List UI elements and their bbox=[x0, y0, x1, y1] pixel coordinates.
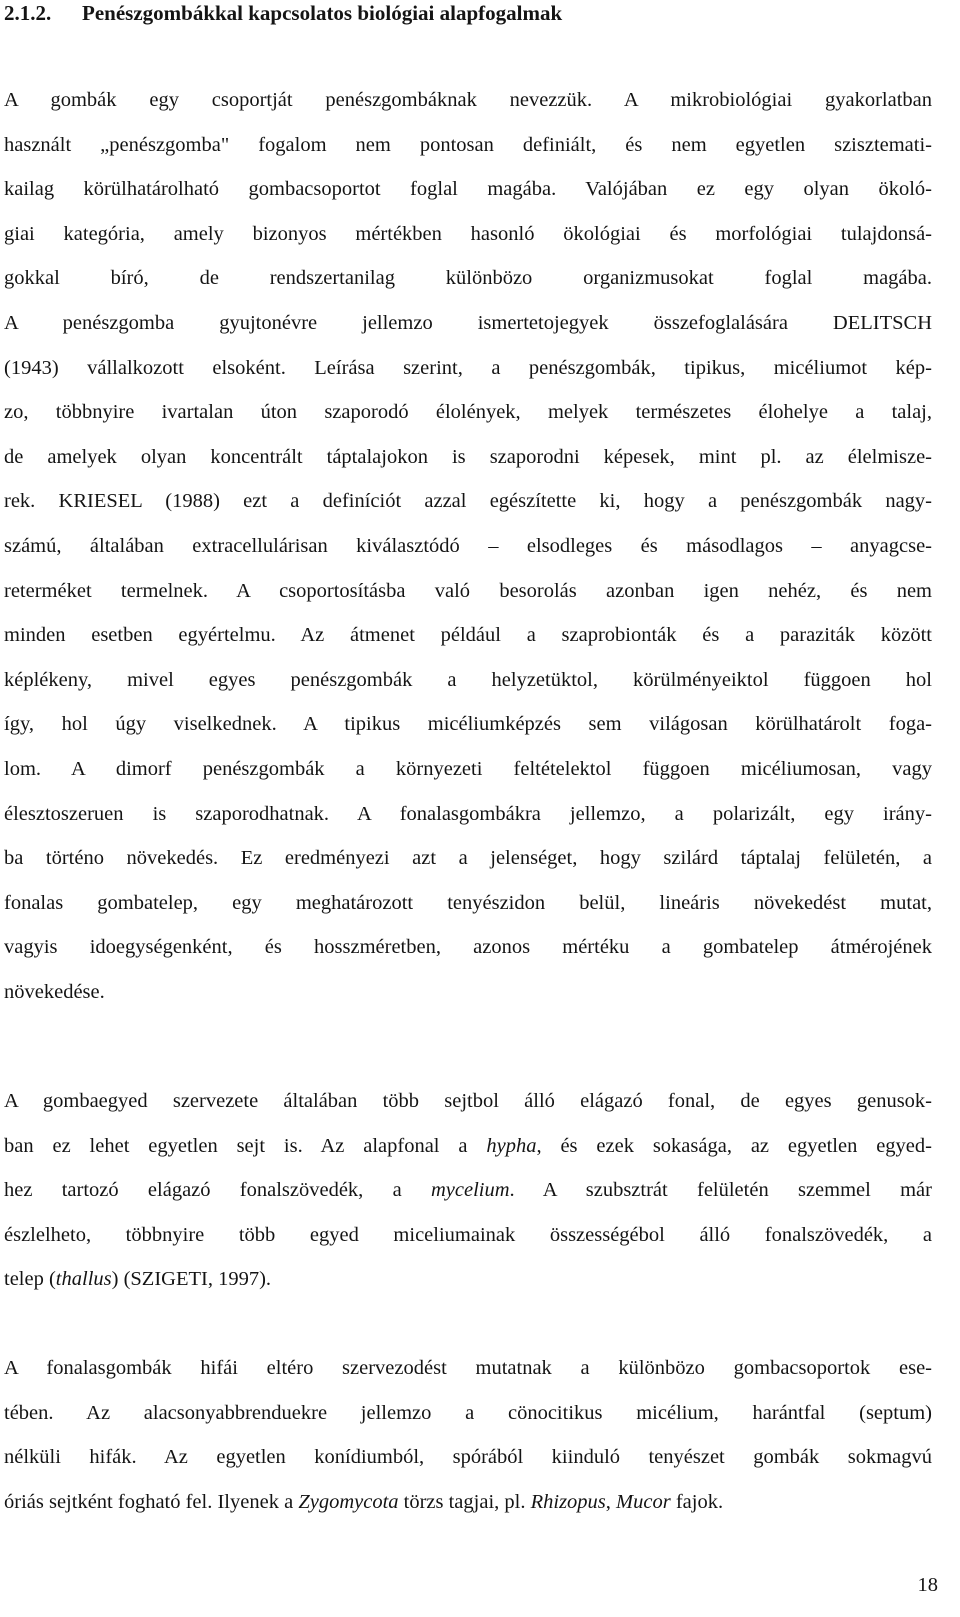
text-line: így, hol úgy viselkednek. A tipikus micéliumképzés sem világosan körülhatárolt foga- bbox=[4, 713, 932, 736]
text-line: nélküli hifák. Az egyetlen konídiumból, spórából kiinduló tenyészet gombák sokmagvú bbox=[4, 1446, 932, 1469]
italic-term: hypha bbox=[486, 1134, 537, 1157]
text-line: minden esetben egyértelmu. Az átmenet például a szaprobionták és a paraziták között bbox=[4, 624, 932, 647]
text-line: vagyis idoegységenként, és hosszméretben, azonos mértéku a gombatelep átmérojének bbox=[4, 936, 932, 959]
text-line: használt „penészgomba" fogalom nem pontosan definiált, és nem egyetlen szisztemati- bbox=[4, 133, 932, 156]
section-number: 2.1.2. bbox=[4, 1, 52, 25]
text-line: gokkal bíró, de rendszertanilag különbözo organizmusokat foglal magába. bbox=[4, 267, 932, 290]
text-line: reterméket termelnek. A csoportosításba való besorolás azonban igen nehéz, és nem bbox=[4, 579, 932, 602]
italic-term: mycelium bbox=[430, 1179, 510, 1202]
text-line: óriás sejtként fogható fel. Ilyenek a Zygomycota törzs tagjai, pl. Rhizopus, Mucor fajok. bbox=[4, 1490, 724, 1513]
text-line: ban ez lehet egyetlen sejt is. Az alapfonal a hypha, és ezek sokasága, az egyetlen egyed- bbox=[4, 1134, 932, 1157]
text-line: növekedése. bbox=[4, 981, 105, 1003]
text-line: rek. KRIESEL (1988) ezt a definíciót azzal egészítette ki, hogy a penészgombák nagy- bbox=[4, 490, 932, 513]
page-number: 18 bbox=[917, 1574, 938, 1596]
text-line: A penészgomba gyujtonévre jellemzo ismertetojegyek összefoglalására DELITSCH bbox=[4, 312, 932, 334]
italic-term: Rhizopus bbox=[530, 1490, 606, 1513]
text-line: zo, többnyire ivartalan úton szaporodó élolények, melyek természetes élohelye a talaj, bbox=[4, 401, 932, 424]
text-line: giai kategória, amely bizonyos mértékben hasonló ökológiai és morfológiai tulajdonsá- bbox=[4, 222, 932, 245]
text-line: A gombaegyed szervezete általában több sejtbol álló elágazó fonal, de egyes genusok- bbox=[4, 1090, 932, 1112]
text-line: ba történo növekedés. Ez eredményezi azt a jelenséget, hogy szilárd táptalaj felületén, a bbox=[4, 847, 932, 870]
text-line: lom. A dimorf penészgombák a környezeti feltételektol függoen micéliumosan, vagy bbox=[4, 758, 932, 780]
text-line: A fonalasgombák hifái eltéro szervezodést mutatnak a különbözo gombacsoportok ese- bbox=[4, 1357, 932, 1379]
text-line: (1943) vállalkozott elsoként. Leírása szerint, a penészgombák, tipikus, micéliumot kép- bbox=[4, 356, 932, 379]
text-line: kailag körülhatárolható gombacsoportot foglal magába. Valójában ez egy olyan ökoló- bbox=[4, 178, 932, 201]
text-line: hez tartozó elágazó fonalszövedék, a mycelium. A szubsztrát felületén szemmel már bbox=[4, 1179, 932, 1202]
section-title: Penészgombákkal kapcsolatos biológiai alapfogalmak bbox=[82, 1, 563, 25]
text-line: képlékeny, mivel egyes penészgombák a helyzetüktol, körülményeiktol függoen hol bbox=[4, 668, 932, 691]
text-line: A gombák egy csoportját penészgombáknak nevezzük. A mikrobiológiai gyakorlatban bbox=[4, 89, 932, 111]
text-line: élesztoszeruen is szaporodhatnak. A fonalasgombákra jellemzo, a polarizált, egy irány- bbox=[4, 802, 932, 825]
text-line: észlelheto, többnyire több egyed miceliumainak összességébol álló fonalszövedék, a bbox=[4, 1223, 932, 1246]
text-line: számú, általában extracellulárisan kiválasztódó – elsodleges és másodlagos – anyagcse- bbox=[4, 535, 932, 557]
text-line: fonalas gombatelep, egy meghatározott tenyészidon belül, lineáris növekedést mutat, bbox=[4, 891, 932, 914]
italic-term: thallus bbox=[55, 1268, 112, 1291]
text-line: tében. Az alacsonyabbrenduekre jellemzo a cönocitikus micélium, harántfal (septum) bbox=[4, 1401, 932, 1424]
text-line: de amelyek olyan koncentrált táptalajokon is szaporodni képesek, mint pl. az élelmisze- bbox=[4, 445, 932, 468]
italic-term: Mucor bbox=[616, 1490, 671, 1513]
italic-term: Zygomycota bbox=[298, 1490, 399, 1513]
text-line: telep (thallus) (SZIGETI, 1997). bbox=[4, 1268, 272, 1291]
section-heading bbox=[4, 0, 944, 28]
